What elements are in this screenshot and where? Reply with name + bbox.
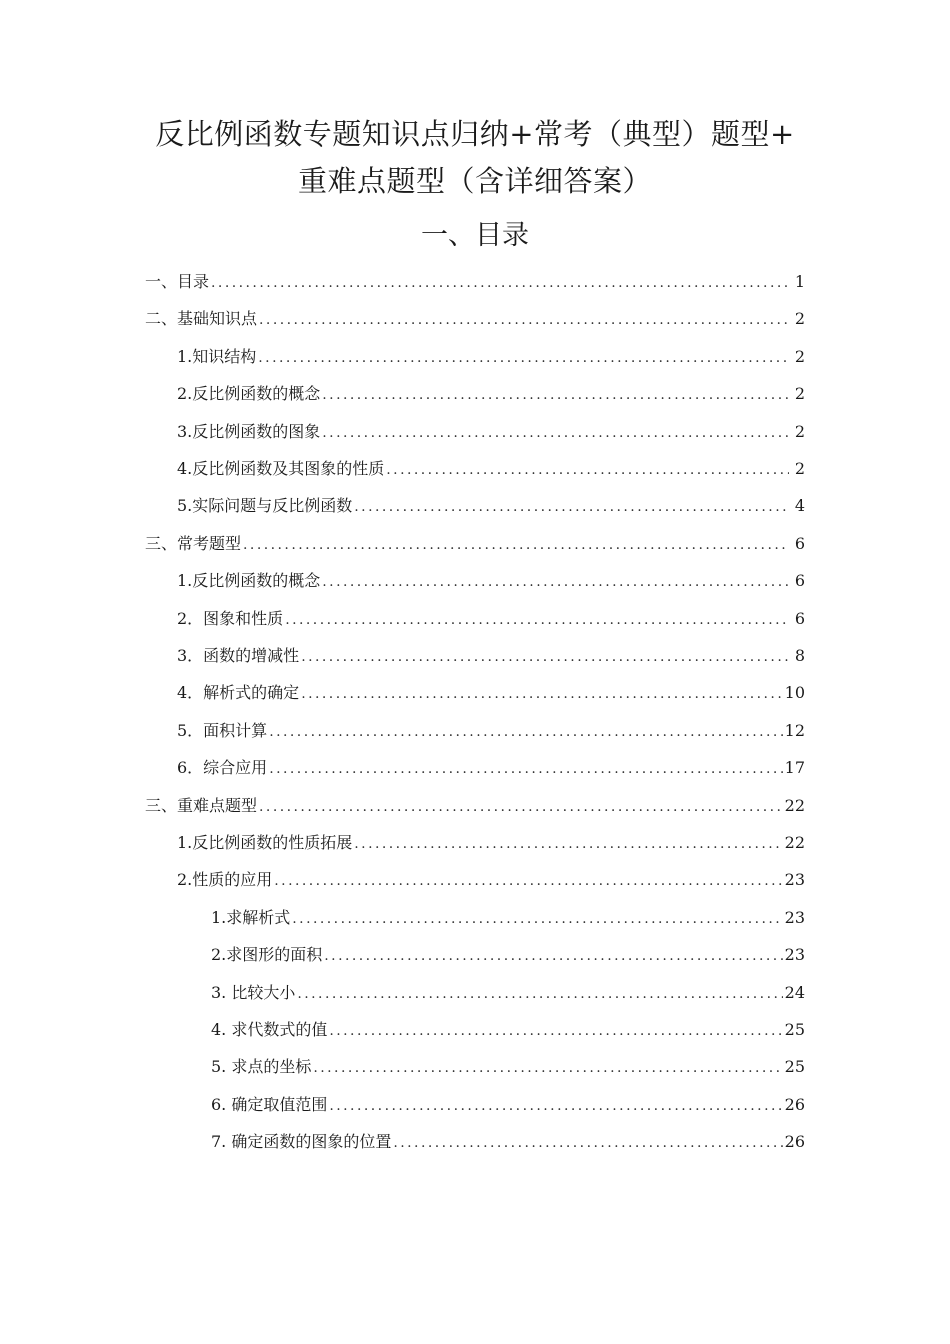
toc-entry[interactable] bbox=[211, 898, 805, 928]
toc-entry[interactable] bbox=[177, 486, 805, 516]
toc-entry-label: 5.实际问题与反比例函数 bbox=[177, 496, 353, 515]
toc-entry[interactable] bbox=[145, 786, 805, 816]
toc-dot-leader bbox=[269, 760, 782, 778]
toc-entry-label: 4．解析式的确定 bbox=[177, 683, 300, 702]
toc-dot-leader bbox=[274, 872, 782, 890]
toc-entry-page-number: 2 bbox=[794, 422, 805, 441]
toc-entry-page-number: 22 bbox=[784, 833, 805, 852]
toc-entry-label: 1.反比例函数的概念 bbox=[177, 571, 321, 590]
toc-entry-label: 一、目录 bbox=[145, 272, 210, 291]
toc-dot-leader bbox=[354, 835, 782, 853]
toc-entry[interactable] bbox=[211, 1085, 805, 1115]
toc-entry-label: 6. 确定取值范围 bbox=[211, 1095, 328, 1114]
toc-dot-leader bbox=[393, 1134, 782, 1152]
toc-entry-page-number: 25 bbox=[784, 1020, 805, 1039]
toc-entry-label: 5．面积计算 bbox=[177, 721, 268, 740]
toc-entry[interactable] bbox=[177, 561, 805, 591]
toc-entry-label: 1.求解析式 bbox=[211, 908, 291, 927]
toc-entry-page-number: 2 bbox=[794, 347, 805, 366]
toc-entry-page-number: 25 bbox=[784, 1057, 805, 1076]
toc-dot-leader bbox=[322, 386, 789, 404]
toc-dot-leader bbox=[301, 648, 789, 666]
toc-dot-leader bbox=[313, 1059, 782, 1077]
toc-dot-leader bbox=[322, 573, 789, 591]
toc-entry-label: 2.求图形的面积 bbox=[211, 945, 323, 964]
toc-entry-label: 三、常考题型 bbox=[145, 534, 242, 553]
toc-entry-page-number: 26 bbox=[784, 1095, 805, 1114]
toc-entry[interactable] bbox=[211, 1122, 805, 1152]
toc-dot-leader bbox=[386, 461, 789, 479]
toc-entry-label: 1.反比例函数的性质拓展 bbox=[177, 833, 353, 852]
toc-entry[interactable] bbox=[177, 337, 805, 367]
toc-dot-leader bbox=[354, 498, 789, 516]
toc-dot-leader bbox=[259, 798, 783, 816]
toc-entry[interactable] bbox=[211, 973, 805, 1003]
toc-entry-page-number: 24 bbox=[784, 983, 805, 1002]
toc-entry-label: 3. 比较大小 bbox=[211, 983, 296, 1002]
toc-entry-page-number: 2 bbox=[794, 309, 805, 328]
toc-dot-leader bbox=[322, 424, 789, 442]
toc-entry-label: 6．综合应用 bbox=[177, 758, 268, 777]
toc-entry-page-number: 8 bbox=[794, 646, 805, 665]
toc-entry[interactable] bbox=[177, 823, 805, 853]
toc-entry-label: 三、重难点题型 bbox=[145, 796, 258, 815]
toc-entry-page-number: 4 bbox=[794, 496, 805, 515]
toc-entry[interactable] bbox=[177, 711, 805, 741]
toc-dot-leader bbox=[324, 947, 782, 965]
toc-entry-label: 3.反比例函数的图象 bbox=[177, 422, 321, 441]
toc-entry[interactable] bbox=[177, 449, 805, 479]
toc-entry-page-number: 23 bbox=[784, 870, 805, 889]
toc-entry-page-number: 1 bbox=[794, 272, 805, 291]
toc-entry[interactable] bbox=[211, 1010, 805, 1040]
toc-entry-label: 7. 确定函数的图象的位置 bbox=[211, 1132, 392, 1151]
toc-entry[interactable] bbox=[145, 262, 805, 292]
toc-entry[interactable] bbox=[177, 673, 805, 703]
toc-entry-page-number: 17 bbox=[784, 758, 805, 777]
toc-entry-page-number: 2 bbox=[794, 459, 805, 478]
document-title-line-2: 重难点题型（含详细答案） bbox=[297, 164, 652, 198]
toc-dot-leader bbox=[258, 349, 789, 367]
toc-entry[interactable] bbox=[211, 1047, 805, 1077]
toc-entry[interactable] bbox=[211, 935, 805, 965]
toc-entry[interactable] bbox=[177, 412, 805, 442]
toc-entry[interactable] bbox=[145, 299, 805, 329]
toc-entry-label: 二、基础知识点 bbox=[145, 309, 258, 328]
toc-entry[interactable] bbox=[145, 524, 805, 554]
toc-entry-label: 4.反比例函数及其图象的性质 bbox=[177, 459, 385, 478]
toc-entry-page-number: 10 bbox=[784, 683, 805, 702]
toc-dot-leader bbox=[259, 311, 789, 329]
toc-dot-leader bbox=[269, 723, 782, 741]
toc-dot-leader bbox=[329, 1097, 782, 1115]
toc-entry[interactable] bbox=[177, 748, 805, 778]
toc-entry[interactable] bbox=[177, 374, 805, 404]
document-title-line-1: 反比例函数专题知识点归纳+常考（典型）题型+ bbox=[155, 117, 795, 151]
toc-dot-leader bbox=[243, 536, 789, 554]
toc-dot-leader bbox=[211, 274, 789, 292]
toc-entry-page-number: 6 bbox=[794, 571, 805, 590]
toc-dot-leader bbox=[285, 611, 789, 629]
toc-entry-label: 3．函数的增减性 bbox=[177, 646, 300, 665]
toc-entry-page-number: 6 bbox=[794, 534, 805, 553]
toc-entry-page-number: 26 bbox=[784, 1132, 805, 1151]
toc-entry-page-number: 6 bbox=[794, 609, 805, 628]
toc-entry-label: 5. 求点的坐标 bbox=[211, 1057, 312, 1076]
toc-dot-leader bbox=[292, 910, 782, 928]
toc-entry-label: 2.性质的应用 bbox=[177, 870, 273, 889]
toc-entry-page-number: 23 bbox=[784, 908, 805, 927]
toc-entry-label: 4. 求代数式的值 bbox=[211, 1020, 328, 1039]
toc-entry[interactable] bbox=[177, 860, 805, 890]
toc-entry-page-number: 22 bbox=[784, 796, 805, 815]
toc-entry-label: 2．图象和性质 bbox=[177, 609, 284, 628]
toc-dot-leader bbox=[329, 1022, 782, 1040]
toc-entry-label: 1.知识结构 bbox=[177, 347, 257, 366]
toc-entry[interactable] bbox=[177, 599, 805, 629]
toc-entry-page-number: 12 bbox=[784, 721, 805, 740]
toc-dot-leader bbox=[301, 685, 782, 703]
toc-entry-label: 2.反比例函数的概念 bbox=[177, 384, 321, 403]
toc-entry[interactable] bbox=[177, 636, 805, 666]
toc-entry-page-number: 2 bbox=[794, 384, 805, 403]
toc-entry-page-number: 23 bbox=[784, 945, 805, 964]
toc-dot-leader bbox=[297, 985, 782, 1003]
toc-heading: 一、目录 bbox=[421, 220, 529, 251]
